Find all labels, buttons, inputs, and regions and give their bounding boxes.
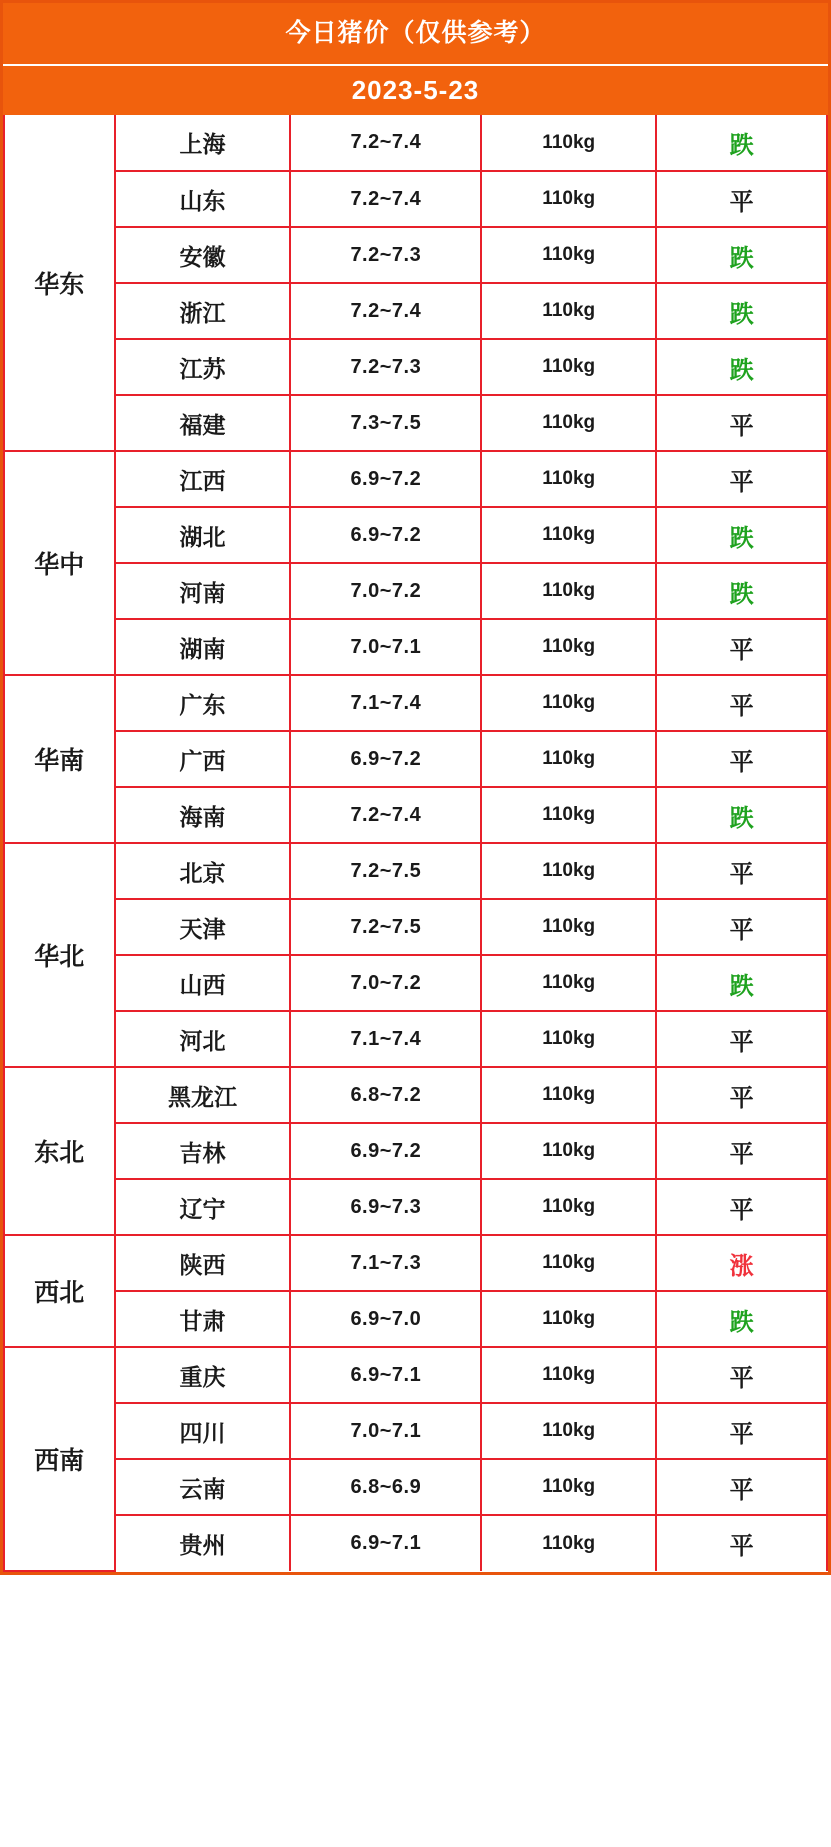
price-cell: 7.2~7.4 bbox=[290, 283, 481, 339]
trend-cell: 平 bbox=[656, 619, 827, 675]
table-row bbox=[4, 563, 827, 619]
province-cell: 贵州 bbox=[115, 1515, 291, 1571]
trend-cell: 跌 bbox=[656, 339, 827, 395]
region-cell: 东北 bbox=[4, 1067, 115, 1235]
table-row bbox=[4, 619, 827, 675]
weight-cell: 110kg bbox=[481, 1235, 656, 1291]
weight-cell: 110kg bbox=[481, 787, 656, 843]
page-title: 今日猪价（仅供参考） bbox=[3, 3, 828, 66]
province-cell: 辽宁 bbox=[115, 1179, 291, 1235]
trend-cell: 平 bbox=[656, 899, 827, 955]
price-cell: 6.9~7.3 bbox=[290, 1179, 481, 1235]
table-row bbox=[4, 843, 827, 899]
price-cell: 7.0~7.1 bbox=[290, 619, 481, 675]
table-row bbox=[4, 1179, 827, 1235]
trend-cell: 平 bbox=[656, 1011, 827, 1067]
trend-cell: 跌 bbox=[656, 955, 827, 1011]
weight-cell: 110kg bbox=[481, 731, 656, 787]
province-cell: 湖南 bbox=[115, 619, 291, 675]
price-table-body bbox=[4, 115, 827, 1571]
trend-cell: 跌 bbox=[656, 563, 827, 619]
price-cell: 6.9~7.2 bbox=[290, 731, 481, 787]
table-row bbox=[4, 1235, 827, 1291]
table-row bbox=[4, 675, 827, 731]
table-row bbox=[4, 1515, 827, 1571]
region-cell: 华中 bbox=[4, 451, 115, 675]
province-cell: 上海 bbox=[115, 115, 291, 171]
weight-cell: 110kg bbox=[481, 675, 656, 731]
trend-cell: 平 bbox=[656, 1459, 827, 1515]
trend-cell: 跌 bbox=[656, 283, 827, 339]
province-cell: 安徽 bbox=[115, 227, 291, 283]
trend-cell: 跌 bbox=[656, 227, 827, 283]
region-cell: 西北 bbox=[4, 1235, 115, 1347]
province-cell: 海南 bbox=[115, 787, 291, 843]
price-cell: 7.1~7.4 bbox=[290, 675, 481, 731]
price-cell: 7.0~7.2 bbox=[290, 563, 481, 619]
price-cell: 7.0~7.2 bbox=[290, 955, 481, 1011]
region-cell: 华北 bbox=[4, 843, 115, 1067]
table-row bbox=[4, 1067, 827, 1123]
weight-cell: 110kg bbox=[481, 1347, 656, 1403]
table-row bbox=[4, 395, 827, 451]
trend-cell: 平 bbox=[656, 675, 827, 731]
trend-cell: 平 bbox=[656, 731, 827, 787]
trend-cell: 跌 bbox=[656, 787, 827, 843]
table-row bbox=[4, 1123, 827, 1179]
province-cell: 甘肃 bbox=[115, 1291, 291, 1347]
province-cell: 江苏 bbox=[115, 339, 291, 395]
trend-cell: 平 bbox=[656, 171, 827, 227]
province-cell: 云南 bbox=[115, 1459, 291, 1515]
trend-cell: 跌 bbox=[656, 1291, 827, 1347]
table-row bbox=[4, 955, 827, 1011]
province-cell: 山西 bbox=[115, 955, 291, 1011]
price-cell: 7.0~7.1 bbox=[290, 1403, 481, 1459]
trend-cell: 平 bbox=[656, 1347, 827, 1403]
price-table bbox=[3, 115, 828, 1572]
province-cell: 广东 bbox=[115, 675, 291, 731]
price-cell: 6.9~7.2 bbox=[290, 507, 481, 563]
weight-cell: 110kg bbox=[481, 451, 656, 507]
province-cell: 陕西 bbox=[115, 1235, 291, 1291]
table-row bbox=[4, 451, 827, 507]
weight-cell: 110kg bbox=[481, 283, 656, 339]
weight-cell: 110kg bbox=[481, 227, 656, 283]
region-cell: 西南 bbox=[4, 1347, 115, 1571]
table-row bbox=[4, 283, 827, 339]
province-cell: 天津 bbox=[115, 899, 291, 955]
weight-cell: 110kg bbox=[481, 395, 656, 451]
weight-cell: 110kg bbox=[481, 339, 656, 395]
price-cell: 7.1~7.4 bbox=[290, 1011, 481, 1067]
province-cell: 山东 bbox=[115, 171, 291, 227]
table-row bbox=[4, 787, 827, 843]
table-row bbox=[4, 1459, 827, 1515]
trend-cell: 平 bbox=[656, 1403, 827, 1459]
table-row bbox=[4, 731, 827, 787]
province-cell: 浙江 bbox=[115, 283, 291, 339]
province-cell: 四川 bbox=[115, 1403, 291, 1459]
province-cell: 吉林 bbox=[115, 1123, 291, 1179]
trend-cell: 平 bbox=[656, 1179, 827, 1235]
region-cell: 华南 bbox=[4, 675, 115, 843]
trend-cell: 平 bbox=[656, 843, 827, 899]
price-cell: 6.8~6.9 bbox=[290, 1459, 481, 1515]
trend-cell: 跌 bbox=[656, 115, 827, 171]
province-cell: 江西 bbox=[115, 451, 291, 507]
trend-cell: 平 bbox=[656, 1515, 827, 1571]
price-cell: 6.8~7.2 bbox=[290, 1067, 481, 1123]
price-cell: 6.9~7.0 bbox=[290, 1291, 481, 1347]
price-cell: 7.2~7.3 bbox=[290, 339, 481, 395]
weight-cell: 110kg bbox=[481, 899, 656, 955]
price-cell: 6.9~7.2 bbox=[290, 1123, 481, 1179]
weight-cell: 110kg bbox=[481, 955, 656, 1011]
table-row bbox=[4, 1403, 827, 1459]
weight-cell: 110kg bbox=[481, 1459, 656, 1515]
table-row bbox=[4, 171, 827, 227]
table-row bbox=[4, 339, 827, 395]
province-cell: 河南 bbox=[115, 563, 291, 619]
weight-cell: 110kg bbox=[481, 843, 656, 899]
province-cell: 河北 bbox=[115, 1011, 291, 1067]
province-cell: 北京 bbox=[115, 843, 291, 899]
table-row bbox=[4, 1291, 827, 1347]
weight-cell: 110kg bbox=[481, 619, 656, 675]
price-cell: 7.2~7.5 bbox=[290, 899, 481, 955]
weight-cell: 110kg bbox=[481, 171, 656, 227]
province-cell: 广西 bbox=[115, 731, 291, 787]
price-cell: 6.9~7.1 bbox=[290, 1347, 481, 1403]
price-cell: 7.1~7.3 bbox=[290, 1235, 481, 1291]
weight-cell: 110kg bbox=[481, 563, 656, 619]
trend-cell: 平 bbox=[656, 1123, 827, 1179]
province-cell: 重庆 bbox=[115, 1347, 291, 1403]
price-cell: 7.3~7.5 bbox=[290, 395, 481, 451]
trend-cell: 平 bbox=[656, 1067, 827, 1123]
price-cell: 7.2~7.4 bbox=[290, 115, 481, 171]
table-row bbox=[4, 227, 827, 283]
price-cell: 6.9~7.1 bbox=[290, 1515, 481, 1571]
province-cell: 黑龙江 bbox=[115, 1067, 291, 1123]
price-cell: 7.2~7.4 bbox=[290, 171, 481, 227]
price-cell: 7.2~7.5 bbox=[290, 843, 481, 899]
weight-cell: 110kg bbox=[481, 1123, 656, 1179]
province-cell: 福建 bbox=[115, 395, 291, 451]
weight-cell: 110kg bbox=[481, 1291, 656, 1347]
price-cell: 7.2~7.4 bbox=[290, 787, 481, 843]
table-row bbox=[4, 1347, 827, 1403]
trend-cell: 平 bbox=[656, 395, 827, 451]
table-row bbox=[4, 899, 827, 955]
trend-cell: 平 bbox=[656, 451, 827, 507]
trend-cell: 跌 bbox=[656, 507, 827, 563]
weight-cell: 110kg bbox=[481, 1179, 656, 1235]
province-cell: 湖北 bbox=[115, 507, 291, 563]
weight-cell: 110kg bbox=[481, 507, 656, 563]
table-row bbox=[4, 507, 827, 563]
price-cell: 6.9~7.2 bbox=[290, 451, 481, 507]
weight-cell: 110kg bbox=[481, 1011, 656, 1067]
price-cell: 7.2~7.3 bbox=[290, 227, 481, 283]
weight-cell: 110kg bbox=[481, 1515, 656, 1571]
region-cell: 华东 bbox=[4, 115, 115, 451]
trend-cell: 涨 bbox=[656, 1235, 827, 1291]
table-row bbox=[4, 1011, 827, 1067]
weight-cell: 110kg bbox=[481, 1067, 656, 1123]
table-row bbox=[4, 115, 827, 171]
date-label: 2023-5-23 bbox=[3, 66, 828, 115]
weight-cell: 110kg bbox=[481, 115, 656, 171]
weight-cell: 110kg bbox=[481, 1403, 656, 1459]
